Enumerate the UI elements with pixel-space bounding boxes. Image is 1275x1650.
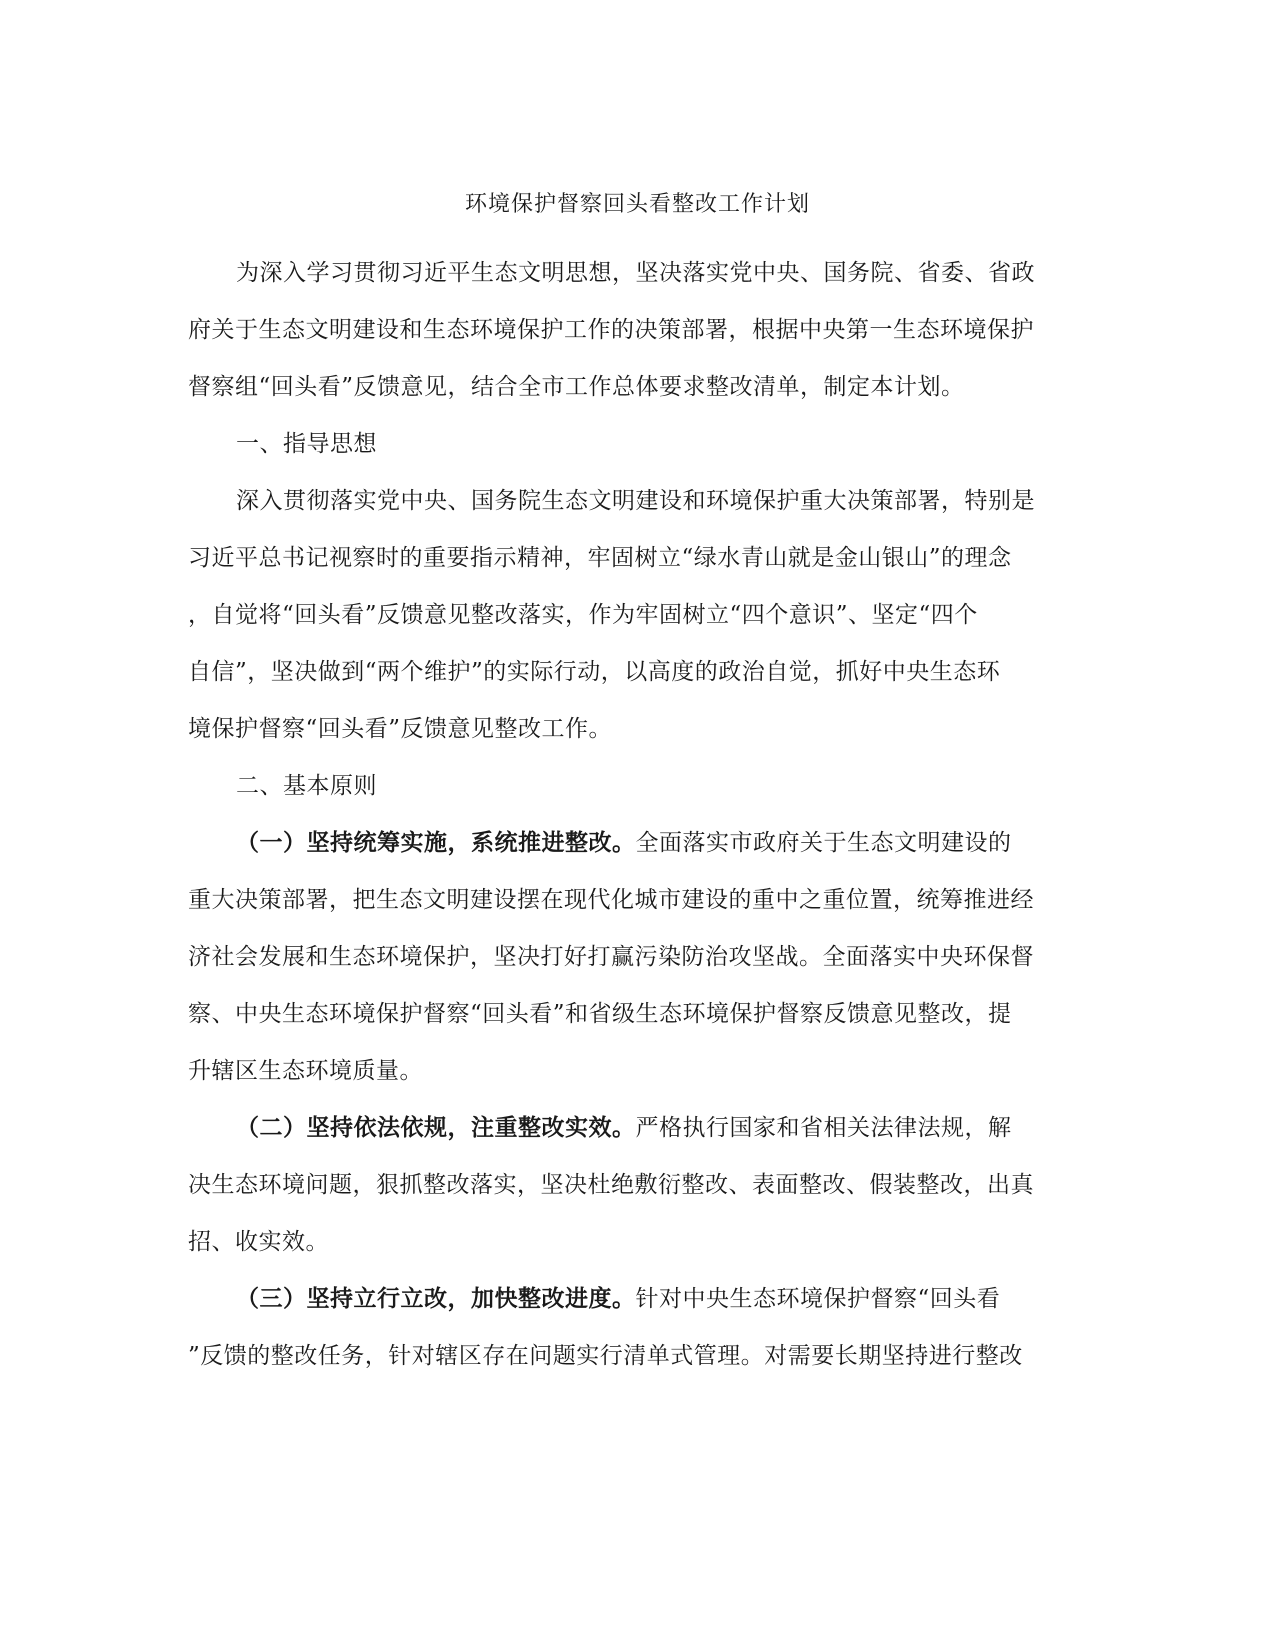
principle-1-line-3: 济社会发展和生态环境保护，坚决打好打赢污染防治攻坚战。全面落实中央环保督 — [188, 944, 1034, 970]
document-title: 环境保护督察回头看整改工作计划 — [464, 192, 810, 217]
principle-3-line-2: ”反馈的整改任务，针对辖区存在问题实行清单式管理。对需要长期坚持进行整改 — [188, 1343, 1023, 1369]
principle-1-line-2: 重大决策部署，把生态文明建设摆在现代化城市建设的重中之重位置，统筹推进经 — [188, 887, 1034, 913]
section-1-line-5: 境保护督察“回头看”反馈意见整改工作。 — [188, 716, 613, 742]
principle-1-text: 全面落实市政府关于生态文明建设的 — [635, 830, 1012, 856]
principle-1-line-4: 察、中央生态环境保护督察“回头看”和省级生态环境保护督察反馈意见整改，提 — [188, 1001, 1012, 1027]
section-1-heading: 一、指导思想 — [236, 431, 377, 457]
principle-3-text: 针对中央生态环境保护督察“回头看 — [635, 1286, 1001, 1312]
intro-line-1: 为深入学习贯彻习近平生态文明思想，坚决落实党中央、国务院、省委、省政 — [236, 260, 1035, 286]
principle-2-line-2: 决生态环境问题，狠抓整改落实，坚决杜绝敷衍整改、表面整改、假装整改，出真 — [188, 1172, 1034, 1198]
section-1-line-1: 深入贯彻落实党中央、国务院生态文明建设和环境保护重大决策部署，特别是 — [236, 488, 1035, 514]
principle-3-line-1 — [236, 1283, 1088, 1315]
section-2-heading: 二、基本原则 — [236, 773, 377, 799]
intro-line-2: 府关于生态文明建设和生态环境保护工作的决策部署，根据中央第一生态环境保护 — [188, 317, 1034, 343]
principle-3-heading: （三）坚持立行立改，加快整改进度。 — [236, 1285, 636, 1312]
principle-2-line-1 — [236, 1112, 1088, 1144]
principle-1-heading: （一）坚持统筹实施，系统推进整改。 — [236, 829, 636, 856]
principle-1-line-5: 升辖区生态环境质量。 — [188, 1058, 423, 1084]
section-1-line-4: 自信”，坚决做到“两个维护”的实际行动，以高度的政治自觉，抓好中央生态环 — [188, 659, 1001, 685]
principle-2-heading: （二）坚持依法依规，注重整改实效。 — [236, 1114, 636, 1141]
intro-line-3: 督察组“回头看”反馈意见，结合全市工作总体要求整改清单，制定本计划。 — [188, 374, 965, 400]
principle-2-line-3: 招、收实效。 — [188, 1229, 329, 1255]
principle-1-line-1 — [236, 827, 1088, 859]
section-1-line-3: ，自觉将“回头看”反馈意见整改落实，作为牢固树立“四个意识”、坚定“四个 — [188, 602, 978, 628]
section-1-line-2: 习近平总书记视察时的重要指示精神，牢固树立“绿水青山就是金山银山”的理念 — [188, 545, 1012, 571]
principle-2-text: 严格执行国家和省相关法律法规，解 — [635, 1115, 1012, 1141]
